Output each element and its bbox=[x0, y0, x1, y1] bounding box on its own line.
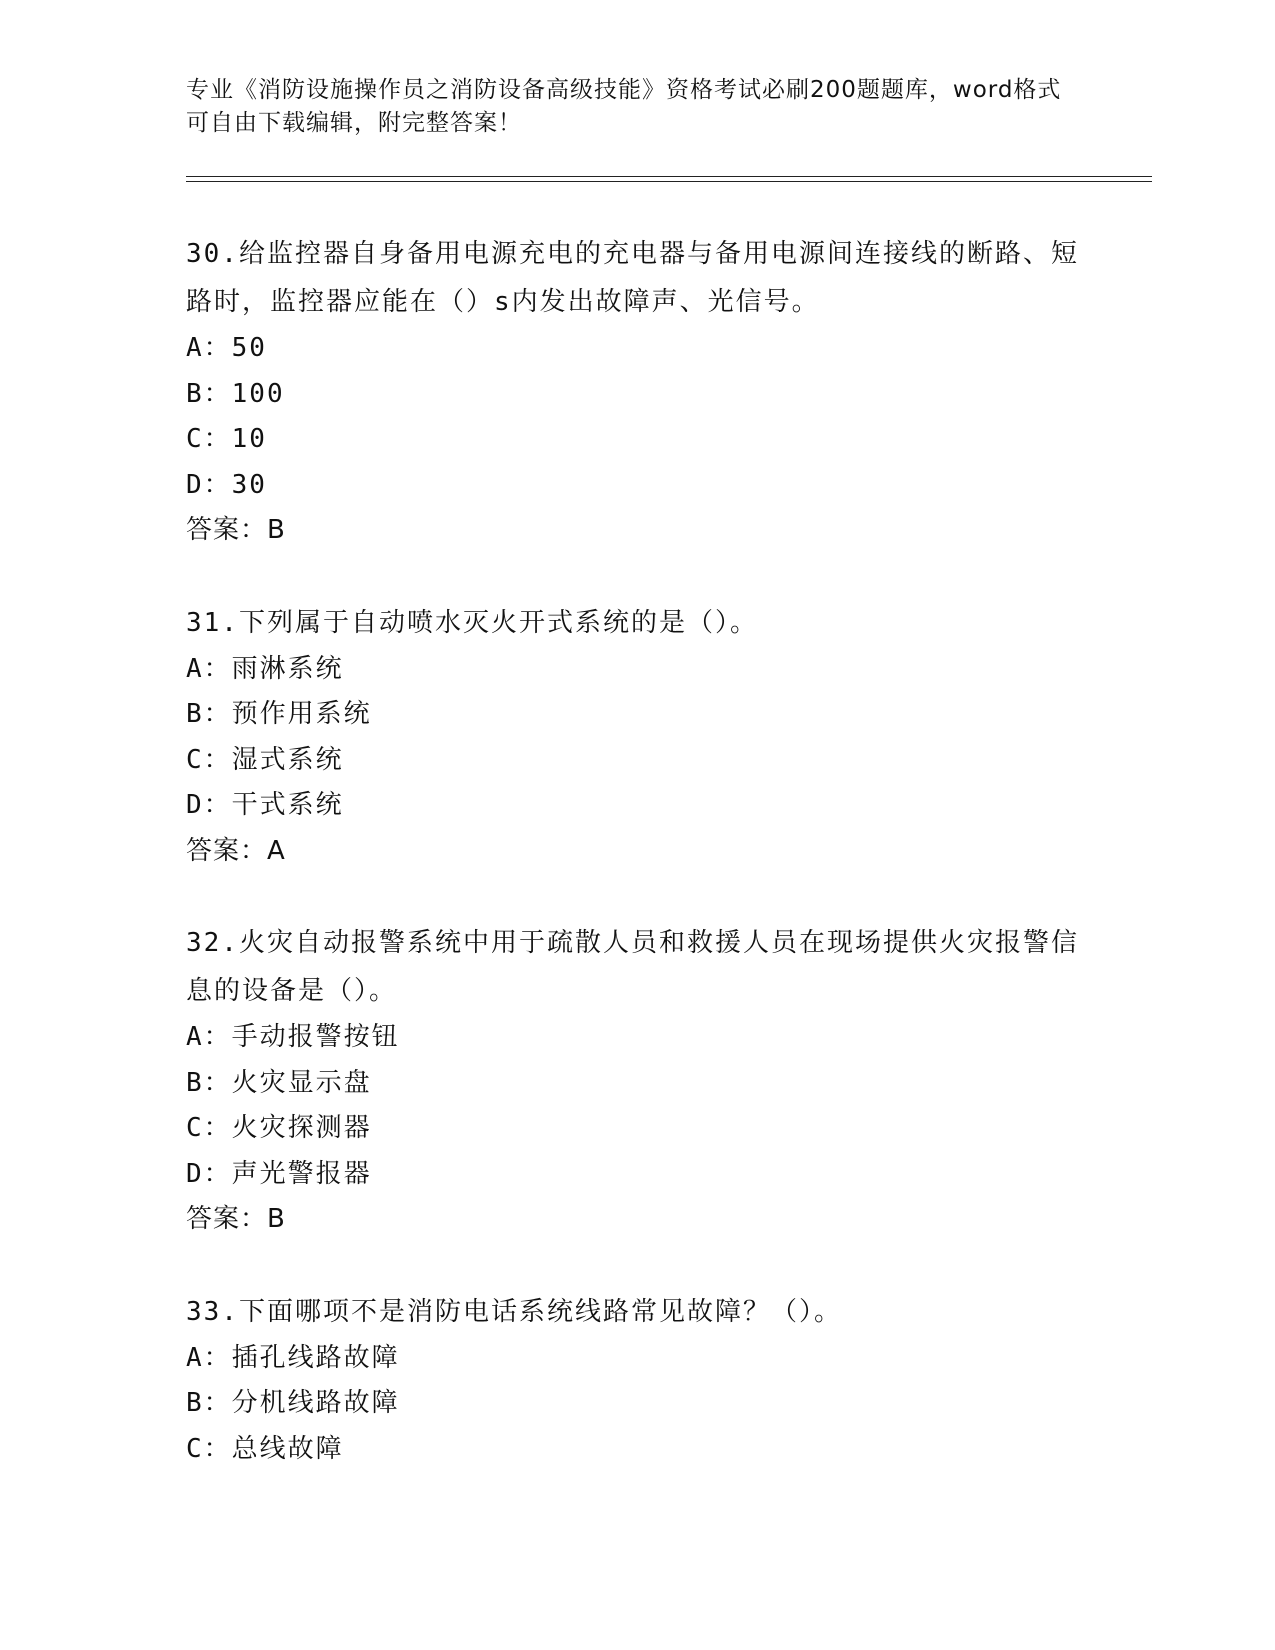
option-c: C：火灾探测器 bbox=[186, 1113, 372, 1143]
answer-line: 答案：B bbox=[186, 1204, 286, 1234]
option-d: D：干式系统 bbox=[186, 790, 344, 820]
option-d: D：30 bbox=[186, 469, 267, 500]
option-b: B：分机线路故障 bbox=[186, 1388, 400, 1418]
option-a: A：手动报警按钮 bbox=[186, 1022, 400, 1052]
option-b: B：预作用系统 bbox=[186, 699, 372, 729]
option-b: B：火灾显示盘 bbox=[186, 1067, 372, 1098]
option-b: B：100 bbox=[186, 378, 285, 409]
question-stem: 30.给监控器自身备用电源充电的充电器与备用电源间连接线的断路、短路时，监控器应能在（）s内发出故障声、光信号。 bbox=[186, 239, 1079, 317]
question-stem: 31.下列属于自动喷水灭火开式系统的是（）。 bbox=[186, 607, 758, 638]
answer-line: 答案：A bbox=[186, 835, 286, 866]
question-stem: 32.火灾自动报警系统中用于疏散人员和救援人员在现场提供火灾报警信息的设备是（）。 bbox=[186, 928, 1079, 1006]
header-divider-top bbox=[186, 176, 1152, 177]
question-31 bbox=[186, 599, 1086, 875]
option-c: C：10 bbox=[186, 424, 267, 454]
question-list bbox=[186, 230, 1086, 1517]
option-c: C：湿式系统 bbox=[186, 744, 344, 775]
question-32 bbox=[186, 919, 1086, 1243]
option-a: A：雨淋系统 bbox=[186, 653, 344, 684]
option-a: A：插孔线路故障 bbox=[186, 1342, 400, 1373]
option-a: A：50 bbox=[186, 333, 267, 363]
answer-line: 答案：B bbox=[186, 515, 286, 545]
header-divider-bottom bbox=[186, 181, 1152, 182]
option-c: C：总线故障 bbox=[186, 1433, 344, 1464]
question-33 bbox=[186, 1288, 1086, 1473]
option-d: D：声光警报器 bbox=[186, 1158, 372, 1189]
document-header-text: 专业《消防设施操作员之消防设备高级技能》资格考试必刷200题题库，word格式可自由下载编辑，附完整答案！ bbox=[186, 77, 1062, 136]
question-stem: 33.下面哪项不是消防电话系统线路常见故障？（）。 bbox=[186, 1296, 842, 1327]
question-30 bbox=[186, 230, 1086, 554]
